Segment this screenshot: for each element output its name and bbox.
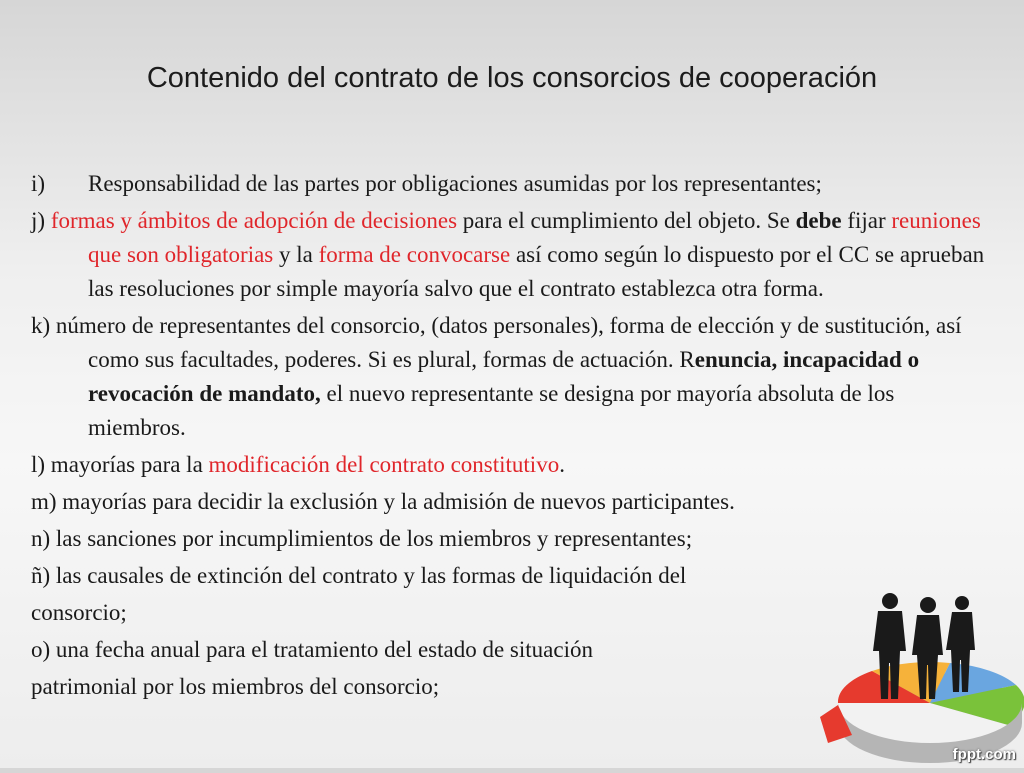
item-text: para el cumplimiento del objeto. Se <box>457 208 796 233</box>
highlight-text: forma de convocarse <box>318 242 511 267</box>
list-item-j <box>31 204 991 306</box>
fppt-logo: fppt.com <box>952 746 1016 763</box>
item-text: . <box>559 452 565 477</box>
item-label: j) <box>31 208 51 233</box>
slide-title: Contenido del contrato de los consorcios de cooperación <box>146 62 878 94</box>
highlight-text: modificación del contrato constitutivo <box>208 452 560 477</box>
list-item-o-cont: patrimonial por los miembros del consorcio; <box>31 674 440 699</box>
item-text: el nuevo representante se designa por mayoría absoluta de los miembros. <box>88 381 895 440</box>
item-label: i) <box>31 171 46 196</box>
list-item-l <box>31 448 991 482</box>
highlight-text: formas y ámbitos de adopción de decisiones <box>50 208 458 233</box>
list-item-k <box>31 309 991 445</box>
bold-text: debe <box>795 208 842 233</box>
highlight-text: reuniones que son obligatorias <box>88 208 981 267</box>
bold-text: enuncia, incapacidad o revocación de mandato, <box>88 347 920 406</box>
list-item-m: m) mayorías para decidir la exclusión y la admisión de nuevos participantes. <box>31 489 735 514</box>
list-item-nn-cont: consorcio; <box>31 600 127 625</box>
item-text: así como según lo dispuesto por el CC se aprueban las resoluciones por simple mayoría salvo que el contrato establezca otra forma. <box>88 242 985 301</box>
business-team-pie-chart-icon <box>812 585 1024 768</box>
list-item-o: o) una fecha anual para el tratamiento del estado de situación <box>31 637 593 662</box>
list-item-nn: ñ) las causales de extinción del contrato y las formas de liquidación del <box>31 563 687 588</box>
item-text: l) mayorías para la <box>31 452 209 477</box>
list-item-i <box>31 167 991 201</box>
list-item-n: n) las sanciones por incumplimientos de los miembros y representantes; <box>31 526 693 551</box>
item-text: k) número de representantes del consorcio, (datos personales), forma de elección y de sustitución, así como sus facultades, poderes. Si es plural, formas de actuación. R <box>31 313 962 372</box>
item-text: Responsabilidad de las partes por obligaciones asumidas por los representantes; <box>88 171 822 196</box>
item-text: y la <box>273 242 319 267</box>
item-text: fijar <box>841 208 892 233</box>
